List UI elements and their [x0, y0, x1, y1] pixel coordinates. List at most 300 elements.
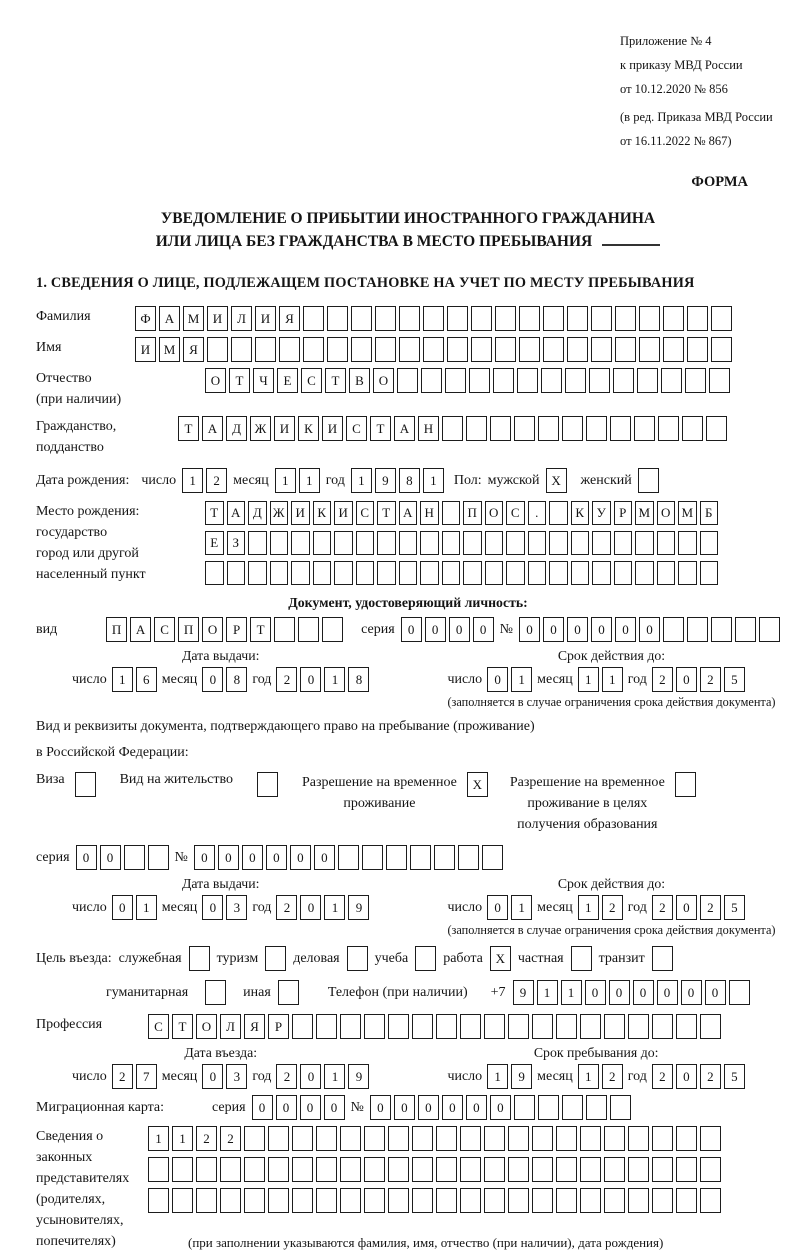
form-cell[interactable]: В: [349, 368, 370, 393]
form-cell[interactable]: 2: [652, 667, 673, 692]
form-cell[interactable]: [735, 617, 756, 642]
form-cell[interactable]: Р: [268, 1014, 289, 1039]
form-cell[interactable]: [711, 306, 732, 331]
form-cell[interactable]: [148, 1157, 169, 1182]
form-cell[interactable]: [676, 1014, 697, 1039]
form-cell[interactable]: 2: [700, 1064, 721, 1089]
form-cell[interactable]: 0: [300, 667, 321, 692]
form-cell[interactable]: 9: [511, 1064, 532, 1089]
form-cell[interactable]: 3: [226, 1064, 247, 1089]
form-cell[interactable]: [495, 306, 516, 331]
form-cell[interactable]: 0: [609, 980, 630, 1005]
form-cell[interactable]: [580, 1126, 601, 1151]
form-cell[interactable]: 2: [276, 667, 297, 692]
form-cell[interactable]: [506, 561, 525, 585]
form-cell[interactable]: П: [463, 501, 482, 525]
form-cell[interactable]: [388, 1188, 409, 1213]
form-cell[interactable]: 9: [348, 1064, 369, 1089]
form-cell[interactable]: [364, 1014, 385, 1039]
form-cell[interactable]: Т: [229, 368, 250, 393]
form-cell[interactable]: 0: [202, 895, 223, 920]
form-cell[interactable]: [205, 561, 224, 585]
form-cell[interactable]: [562, 416, 583, 441]
form-cell[interactable]: 5: [724, 667, 745, 692]
form-cell[interactable]: 0: [76, 845, 97, 870]
form-cell[interactable]: [316, 1126, 337, 1151]
form-cell[interactable]: [700, 561, 719, 585]
form-cell[interactable]: .: [528, 501, 547, 525]
form-cell[interactable]: [495, 337, 516, 362]
form-cell[interactable]: [711, 337, 732, 362]
form-cell[interactable]: 2: [112, 1064, 133, 1089]
purpose-other-checkbox[interactable]: [278, 980, 299, 1005]
form-cell[interactable]: [420, 561, 439, 585]
form-cell[interactable]: [589, 368, 610, 393]
form-cell[interactable]: [610, 1095, 631, 1120]
purpose-transit-checkbox[interactable]: [652, 946, 673, 971]
form-cell[interactable]: [244, 1126, 265, 1151]
form-cell[interactable]: Я: [244, 1014, 265, 1039]
form-cell[interactable]: Т: [370, 416, 391, 441]
form-cell[interactable]: [661, 368, 682, 393]
form-cell[interactable]: [442, 501, 461, 525]
form-cell[interactable]: У: [592, 501, 611, 525]
form-cell[interactable]: [375, 306, 396, 331]
form-cell[interactable]: [340, 1157, 361, 1182]
form-cell[interactable]: [436, 1014, 457, 1039]
form-cell[interactable]: [421, 368, 442, 393]
form-cell[interactable]: Т: [178, 416, 199, 441]
form-cell[interactable]: 0: [585, 980, 606, 1005]
form-cell[interactable]: Д: [248, 501, 267, 525]
form-cell[interactable]: [484, 1157, 505, 1182]
form-cell[interactable]: [652, 1126, 673, 1151]
purpose-business-checkbox[interactable]: [347, 946, 368, 971]
form-cell[interactable]: [442, 561, 461, 585]
form-cell[interactable]: [532, 1188, 553, 1213]
form-cell[interactable]: К: [298, 416, 319, 441]
form-cell[interactable]: [386, 845, 407, 870]
form-cell[interactable]: [635, 531, 654, 555]
form-cell[interactable]: [514, 416, 535, 441]
form-cell[interactable]: 1: [324, 895, 345, 920]
form-cell[interactable]: [399, 306, 420, 331]
form-cell[interactable]: [543, 337, 564, 362]
form-cell[interactable]: [580, 1188, 601, 1213]
form-cell[interactable]: 8: [348, 667, 369, 692]
form-cell[interactable]: [279, 337, 300, 362]
form-cell[interactable]: [528, 531, 547, 555]
form-cell[interactable]: 0: [490, 1095, 511, 1120]
form-cell[interactable]: [567, 337, 588, 362]
form-cell[interactable]: [484, 1014, 505, 1039]
form-cell[interactable]: [338, 845, 359, 870]
form-cell[interactable]: [466, 416, 487, 441]
form-cell[interactable]: [316, 1014, 337, 1039]
form-cell[interactable]: 0: [202, 1064, 223, 1089]
form-cell[interactable]: [532, 1157, 553, 1182]
form-cell[interactable]: 0: [567, 617, 588, 642]
form-cell[interactable]: 0: [314, 845, 335, 870]
form-cell[interactable]: 1: [182, 468, 203, 493]
form-cell[interactable]: А: [130, 617, 151, 642]
form-cell[interactable]: 1: [537, 980, 558, 1005]
form-cell[interactable]: [687, 617, 708, 642]
form-cell[interactable]: [292, 1014, 313, 1039]
form-cell[interactable]: 2: [700, 667, 721, 692]
form-cell[interactable]: 0: [657, 980, 678, 1005]
form-cell[interactable]: [506, 531, 525, 555]
form-cell[interactable]: И: [334, 501, 353, 525]
form-cell[interactable]: М: [678, 501, 697, 525]
form-cell[interactable]: [313, 561, 332, 585]
form-cell[interactable]: [567, 306, 588, 331]
form-cell[interactable]: [436, 1126, 457, 1151]
sex-male-checkbox[interactable]: X: [546, 468, 567, 493]
form-cell[interactable]: 2: [602, 1064, 623, 1089]
form-cell[interactable]: 0: [473, 617, 494, 642]
form-cell[interactable]: [700, 1014, 721, 1039]
form-cell[interactable]: О: [205, 368, 226, 393]
form-cell[interactable]: [556, 1014, 577, 1039]
form-cell[interactable]: [148, 1188, 169, 1213]
form-cell[interactable]: [604, 1014, 625, 1039]
form-cell[interactable]: 1: [324, 1064, 345, 1089]
form-cell[interactable]: С: [506, 501, 525, 525]
form-cell[interactable]: [471, 306, 492, 331]
form-cell[interactable]: [270, 531, 289, 555]
form-cell[interactable]: 0: [676, 667, 697, 692]
form-cell[interactable]: [351, 306, 372, 331]
form-cell[interactable]: [711, 617, 732, 642]
form-cell[interactable]: 1: [487, 1064, 508, 1089]
form-cell[interactable]: [248, 531, 267, 555]
form-cell[interactable]: [571, 531, 590, 555]
form-cell[interactable]: С: [346, 416, 367, 441]
form-cell[interactable]: 0: [112, 895, 133, 920]
form-cell[interactable]: [549, 561, 568, 585]
form-cell[interactable]: [447, 337, 468, 362]
form-cell[interactable]: [508, 1188, 529, 1213]
form-cell[interactable]: 5: [724, 895, 745, 920]
form-cell[interactable]: [615, 306, 636, 331]
form-cell[interactable]: [327, 337, 348, 362]
form-cell[interactable]: [663, 337, 684, 362]
form-cell[interactable]: [244, 1188, 265, 1213]
form-cell[interactable]: И: [255, 306, 276, 331]
form-cell[interactable]: Е: [205, 531, 224, 555]
form-cell[interactable]: 0: [633, 980, 654, 1005]
form-cell[interactable]: Ф: [135, 306, 156, 331]
form-cell[interactable]: [706, 416, 727, 441]
form-cell[interactable]: Т: [250, 617, 271, 642]
form-cell[interactable]: [514, 1095, 535, 1120]
form-cell[interactable]: [388, 1126, 409, 1151]
form-cell[interactable]: О: [485, 501, 504, 525]
form-cell[interactable]: [303, 337, 324, 362]
form-cell[interactable]: [639, 337, 660, 362]
form-cell[interactable]: [541, 368, 562, 393]
form-cell[interactable]: [364, 1126, 385, 1151]
form-cell[interactable]: М: [635, 501, 654, 525]
form-cell[interactable]: [571, 561, 590, 585]
form-cell[interactable]: [549, 501, 568, 525]
form-cell[interactable]: А: [399, 501, 418, 525]
form-cell[interactable]: [460, 1188, 481, 1213]
form-cell[interactable]: 0: [194, 845, 215, 870]
form-cell[interactable]: [270, 561, 289, 585]
form-cell[interactable]: М: [159, 337, 180, 362]
form-cell[interactable]: 0: [543, 617, 564, 642]
form-cell[interactable]: [469, 368, 490, 393]
form-cell[interactable]: [700, 1126, 721, 1151]
form-cell[interactable]: [519, 306, 540, 331]
form-cell[interactable]: [399, 337, 420, 362]
form-cell[interactable]: [610, 416, 631, 441]
form-cell[interactable]: [231, 337, 252, 362]
form-cell[interactable]: [420, 531, 439, 555]
form-cell[interactable]: [423, 337, 444, 362]
form-cell[interactable]: З: [227, 531, 246, 555]
form-cell[interactable]: [220, 1157, 241, 1182]
form-cell[interactable]: [628, 1188, 649, 1213]
form-cell[interactable]: [485, 561, 504, 585]
purpose-tourism-checkbox[interactable]: [265, 946, 286, 971]
form-cell[interactable]: [196, 1157, 217, 1182]
form-cell[interactable]: 8: [226, 667, 247, 692]
form-cell[interactable]: [676, 1157, 697, 1182]
form-cell[interactable]: [313, 531, 332, 555]
form-cell[interactable]: [172, 1188, 193, 1213]
form-cell[interactable]: [227, 561, 246, 585]
form-cell[interactable]: 9: [513, 980, 534, 1005]
form-cell[interactable]: [298, 617, 319, 642]
form-cell[interactable]: [729, 980, 750, 1005]
residence-permit-checkbox[interactable]: [257, 772, 278, 797]
form-cell[interactable]: О: [657, 501, 676, 525]
purpose-private-checkbox[interactable]: [571, 946, 592, 971]
form-cell[interactable]: [634, 416, 655, 441]
form-cell[interactable]: [615, 337, 636, 362]
form-cell[interactable]: [412, 1157, 433, 1182]
form-cell[interactable]: Я: [279, 306, 300, 331]
form-cell[interactable]: [678, 531, 697, 555]
form-cell[interactable]: 2: [276, 1064, 297, 1089]
form-cell[interactable]: [591, 337, 612, 362]
form-cell[interactable]: [580, 1014, 601, 1039]
form-cell[interactable]: К: [571, 501, 590, 525]
form-cell[interactable]: 0: [401, 617, 422, 642]
form-cell[interactable]: [635, 561, 654, 585]
form-cell[interactable]: [442, 531, 461, 555]
form-cell[interactable]: [532, 1014, 553, 1039]
form-cell[interactable]: [356, 561, 375, 585]
form-cell[interactable]: 2: [652, 895, 673, 920]
form-cell[interactable]: [172, 1157, 193, 1182]
form-cell[interactable]: [592, 531, 611, 555]
form-cell[interactable]: И: [291, 501, 310, 525]
purpose-humanitarian-checkbox[interactable]: [205, 980, 226, 1005]
form-cell[interactable]: 0: [252, 1095, 273, 1120]
form-cell[interactable]: [399, 531, 418, 555]
form-cell[interactable]: [364, 1157, 385, 1182]
form-cell[interactable]: Р: [614, 501, 633, 525]
form-cell[interactable]: [291, 531, 310, 555]
form-cell[interactable]: 0: [449, 617, 470, 642]
form-cell[interactable]: 0: [290, 845, 311, 870]
form-cell[interactable]: [538, 416, 559, 441]
form-cell[interactable]: [458, 845, 479, 870]
form-cell[interactable]: [303, 306, 324, 331]
form-cell[interactable]: [471, 337, 492, 362]
temp-permit-checkbox[interactable]: X: [467, 772, 488, 797]
form-cell[interactable]: 1: [578, 895, 599, 920]
form-cell[interactable]: [327, 306, 348, 331]
form-cell[interactable]: [244, 1157, 265, 1182]
form-cell[interactable]: 0: [681, 980, 702, 1005]
form-cell[interactable]: Л: [231, 306, 252, 331]
form-cell[interactable]: 3: [226, 895, 247, 920]
form-cell[interactable]: [255, 337, 276, 362]
form-cell[interactable]: 0: [394, 1095, 415, 1120]
form-cell[interactable]: [274, 617, 295, 642]
form-cell[interactable]: [614, 531, 633, 555]
form-cell[interactable]: 9: [348, 895, 369, 920]
form-cell[interactable]: [682, 416, 703, 441]
form-cell[interactable]: 1: [511, 667, 532, 692]
form-cell[interactable]: 0: [370, 1095, 391, 1120]
form-cell[interactable]: [687, 306, 708, 331]
form-cell[interactable]: [334, 561, 353, 585]
form-cell[interactable]: 1: [602, 667, 623, 692]
form-cell[interactable]: 7: [136, 1064, 157, 1089]
form-cell[interactable]: Ж: [250, 416, 271, 441]
form-cell[interactable]: [604, 1188, 625, 1213]
form-cell[interactable]: [592, 561, 611, 585]
form-cell[interactable]: [652, 1014, 673, 1039]
form-cell[interactable]: 0: [300, 895, 321, 920]
form-cell[interactable]: [508, 1157, 529, 1182]
form-cell[interactable]: [519, 337, 540, 362]
form-cell[interactable]: Т: [377, 501, 396, 525]
form-cell[interactable]: [628, 1126, 649, 1151]
form-cell[interactable]: [423, 306, 444, 331]
form-cell[interactable]: С: [148, 1014, 169, 1039]
form-cell[interactable]: [614, 561, 633, 585]
form-cell[interactable]: [460, 1014, 481, 1039]
form-cell[interactable]: 1: [423, 468, 444, 493]
form-cell[interactable]: [580, 1157, 601, 1182]
form-cell[interactable]: Ж: [270, 501, 289, 525]
form-cell[interactable]: [412, 1188, 433, 1213]
form-cell[interactable]: [463, 531, 482, 555]
form-cell[interactable]: 1: [511, 895, 532, 920]
form-cell[interactable]: 0: [487, 895, 508, 920]
form-cell[interactable]: А: [159, 306, 180, 331]
form-cell[interactable]: [268, 1126, 289, 1151]
form-cell[interactable]: [663, 306, 684, 331]
form-cell[interactable]: [268, 1157, 289, 1182]
form-cell[interactable]: [412, 1014, 433, 1039]
form-cell[interactable]: [292, 1188, 313, 1213]
form-cell[interactable]: [508, 1014, 529, 1039]
purpose-official-checkbox[interactable]: [189, 946, 210, 971]
form-cell[interactable]: А: [202, 416, 223, 441]
form-cell[interactable]: И: [274, 416, 295, 441]
form-cell[interactable]: [517, 368, 538, 393]
form-cell[interactable]: [340, 1014, 361, 1039]
form-cell[interactable]: Н: [420, 501, 439, 525]
form-cell[interactable]: [657, 531, 676, 555]
form-cell[interactable]: 0: [676, 1064, 697, 1089]
form-cell[interactable]: 0: [591, 617, 612, 642]
form-cell[interactable]: [485, 531, 504, 555]
form-cell[interactable]: 1: [561, 980, 582, 1005]
form-cell[interactable]: [399, 561, 418, 585]
form-cell[interactable]: [334, 531, 353, 555]
form-cell[interactable]: [508, 1126, 529, 1151]
form-cell[interactable]: [445, 368, 466, 393]
form-cell[interactable]: [700, 1157, 721, 1182]
form-cell[interactable]: Т: [325, 368, 346, 393]
form-cell[interactable]: [676, 1188, 697, 1213]
temp-permit-edu-checkbox[interactable]: [675, 772, 696, 797]
form-cell[interactable]: Т: [172, 1014, 193, 1039]
form-cell[interactable]: [248, 561, 267, 585]
form-cell[interactable]: А: [227, 501, 246, 525]
form-cell[interactable]: [292, 1126, 313, 1151]
form-cell[interactable]: [604, 1157, 625, 1182]
form-cell[interactable]: [565, 368, 586, 393]
form-cell[interactable]: [148, 845, 169, 870]
form-cell[interactable]: [388, 1157, 409, 1182]
form-cell[interactable]: 2: [196, 1126, 217, 1151]
form-cell[interactable]: [490, 416, 511, 441]
form-cell[interactable]: [340, 1126, 361, 1151]
form-cell[interactable]: Я: [183, 337, 204, 362]
form-cell[interactable]: П: [106, 617, 127, 642]
form-cell[interactable]: Е: [277, 368, 298, 393]
form-cell[interactable]: 0: [100, 845, 121, 870]
form-cell[interactable]: М: [183, 306, 204, 331]
form-cell[interactable]: [412, 1126, 433, 1151]
form-cell[interactable]: [436, 1157, 457, 1182]
form-cell[interactable]: 2: [276, 895, 297, 920]
form-cell[interactable]: 2: [220, 1126, 241, 1151]
form-cell[interactable]: [460, 1157, 481, 1182]
form-cell[interactable]: О: [202, 617, 223, 642]
form-cell[interactable]: 0: [487, 667, 508, 692]
form-cell[interactable]: 2: [652, 1064, 673, 1089]
form-cell[interactable]: [291, 561, 310, 585]
form-cell[interactable]: [628, 1157, 649, 1182]
form-cell[interactable]: 0: [202, 667, 223, 692]
form-cell[interactable]: [637, 368, 658, 393]
form-cell[interactable]: 1: [172, 1126, 193, 1151]
form-cell[interactable]: 0: [218, 845, 239, 870]
form-cell[interactable]: [658, 416, 679, 441]
form-cell[interactable]: [442, 416, 463, 441]
form-cell[interactable]: 1: [578, 1064, 599, 1089]
form-cell[interactable]: 1: [148, 1126, 169, 1151]
form-cell[interactable]: 0: [676, 895, 697, 920]
form-cell[interactable]: [562, 1095, 583, 1120]
form-cell[interactable]: А: [394, 416, 415, 441]
form-cell[interactable]: [556, 1126, 577, 1151]
form-cell[interactable]: [759, 617, 780, 642]
form-cell[interactable]: [207, 337, 228, 362]
form-cell[interactable]: 1: [578, 667, 599, 692]
